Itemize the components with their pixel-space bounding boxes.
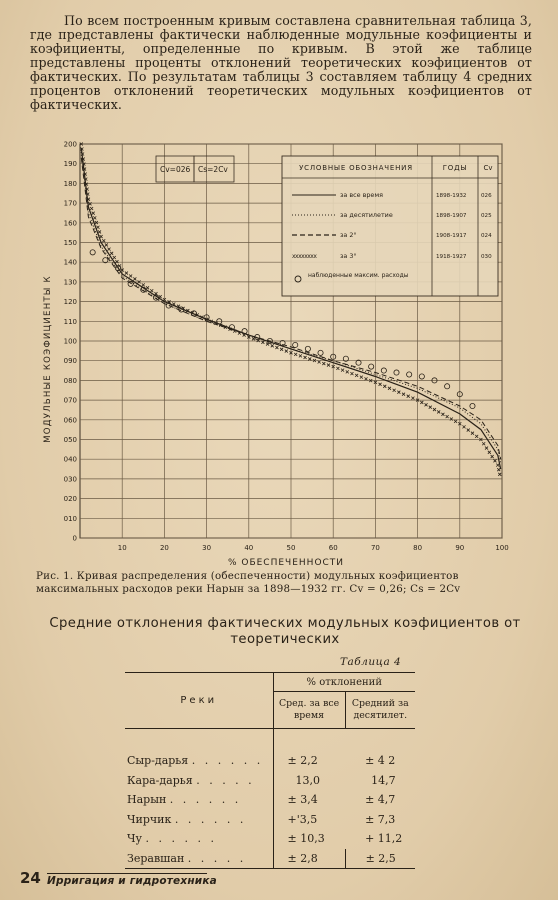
cross-mark	[420, 401, 423, 404]
x-tick-labels	[118, 544, 509, 552]
observed-point	[305, 346, 310, 351]
cv-label: Cv=026	[160, 165, 191, 174]
cross-mark	[346, 370, 349, 373]
cross-mark	[275, 346, 278, 349]
legend-row-years: 1918-1927	[436, 254, 467, 260]
cross-mark	[280, 348, 283, 351]
river-name: Зеравшан	[127, 851, 185, 865]
cross-mark	[493, 459, 496, 462]
cross-mark	[102, 239, 105, 242]
cross-mark	[125, 272, 128, 275]
x-tick-label: 30	[202, 544, 212, 552]
header-avg-decade: Средний за десятилет.	[345, 692, 415, 729]
table-row	[125, 810, 415, 830]
legend-row-years: 1898-1907	[436, 213, 467, 219]
river-name: Кара-дарья	[127, 773, 193, 787]
cross-mark	[397, 391, 400, 394]
cross-mark	[437, 410, 440, 413]
legend-row-years: 1898-1932	[436, 193, 467, 199]
cross-mark	[360, 376, 363, 379]
leader-dots: . . . . . .	[145, 832, 217, 846]
cross-mark	[488, 451, 491, 454]
leader-dots: . . . . . .	[191, 754, 264, 768]
cross-mark	[100, 235, 103, 238]
legend-row-cv: 030	[481, 254, 492, 260]
cross-mark	[285, 350, 288, 353]
y-tick-label: 180	[63, 179, 77, 188]
cross-mark	[271, 344, 274, 347]
y-tick-label: 200	[63, 140, 77, 149]
river-name: Сыр-дарья	[127, 754, 189, 768]
cross-mark	[407, 395, 410, 398]
page-number: 24	[20, 869, 41, 887]
cross-mark	[355, 374, 358, 377]
journal-title: Ирригация и гидротехника	[47, 875, 217, 887]
cross-mark	[294, 353, 297, 356]
river-name: Чирчик	[127, 812, 172, 826]
y-tick-label: 010	[63, 514, 77, 523]
y-tick-label: 050	[63, 436, 77, 444]
legend-row-label: наблюденные максим. расходы	[308, 272, 409, 279]
observed-point	[419, 374, 424, 379]
cross-mark	[93, 216, 96, 219]
cross-mark	[133, 277, 136, 280]
cross-mark	[485, 447, 488, 450]
cross-mark	[113, 256, 116, 259]
x-tick-label: 90	[455, 544, 465, 552]
value-all: ± 2,2	[287, 754, 318, 768]
legend-row-cv: 025	[481, 213, 492, 219]
legend-header-cv: Cv	[483, 164, 493, 172]
table-header-row	[125, 673, 415, 692]
table-label: Таблица 4	[340, 656, 402, 668]
intro-text: По всем построенным кривым составлена сравнительная таблица 3, где представлены фактически наблюденные модульные коэфициенты и коэфициенты, определенные по кривым. В этой же таблице представлены проценты отклонений теоретических коэфициентов от фактических. По результатам таблицы 3 составляем таблицу 4 средних процентов отклонений теоретических модульных коэфициентов от фактических.	[30, 13, 532, 112]
value-decade: ± 7,3	[365, 812, 396, 826]
cross-mark	[115, 260, 118, 263]
observed-point	[394, 370, 399, 375]
cross-mark	[498, 473, 501, 476]
table-row	[125, 790, 415, 810]
x-tick-label: 100	[495, 544, 509, 552]
x-axis-label: % ОБЕСПЕЧЕННОСТИ	[227, 558, 345, 568]
legend-swatch-crosses: xxxxxxxx	[292, 253, 317, 260]
cross-mark	[463, 425, 466, 428]
cv-box	[156, 156, 234, 182]
cross-mark	[96, 226, 99, 229]
y-tick-label: 0	[72, 534, 77, 543]
cross-mark	[411, 397, 414, 400]
legend-row-label: за 3°	[340, 252, 357, 260]
x-tick-label: 80	[413, 544, 423, 552]
observed-point	[293, 342, 298, 347]
cross-mark	[471, 432, 474, 435]
value-decade: ± 4,7	[365, 793, 396, 807]
cross-mark	[150, 289, 153, 292]
y-tick-label: 150	[63, 239, 77, 247]
legend-row-cv: 026	[481, 193, 492, 199]
leader-dots: . . . . .	[187, 851, 247, 865]
legend-row-label: за десятилетие	[340, 211, 393, 219]
cross-mark	[129, 274, 132, 277]
y-tick-label: 160	[63, 219, 77, 228]
observed-point	[318, 350, 323, 355]
cross-mark	[308, 357, 311, 360]
y-tick-label: 130	[63, 278, 77, 287]
cross-mark	[429, 406, 432, 409]
legend-header-years: ГОДЫ	[442, 164, 468, 172]
legend-row-cv: 024	[481, 233, 492, 239]
value-decade: ± 2,5	[345, 849, 415, 869]
x-tick-label: 10	[117, 544, 127, 552]
y-tick-label: 070	[63, 396, 77, 405]
cross-mark	[142, 283, 145, 286]
observed-point	[90, 250, 95, 255]
cross-mark	[322, 362, 325, 365]
cross-mark	[110, 252, 113, 255]
header-rivers: Реки	[125, 673, 273, 729]
value-decade: ± 4 2	[365, 754, 396, 768]
observed-point	[445, 384, 450, 389]
cross-mark	[350, 372, 353, 375]
table-row	[125, 849, 415, 869]
y-tick-label: 140	[63, 258, 77, 267]
cross-mark	[433, 408, 436, 411]
cross-mark	[304, 356, 307, 359]
cross-mark	[454, 420, 457, 423]
cross-mark	[105, 243, 108, 246]
value-all: ± 3,4	[287, 793, 318, 807]
observed-point	[381, 368, 386, 373]
y-tick-label: 040	[63, 455, 77, 464]
value-all: ± 10,3	[287, 832, 325, 846]
y-tick-label: 170	[63, 199, 77, 208]
cross-mark	[497, 468, 500, 471]
y-tick-labels	[64, 141, 77, 543]
y-tick-label: 020	[63, 495, 77, 504]
value-all: +'3,5	[287, 812, 318, 826]
legend-row-label: за 2°	[340, 231, 357, 239]
legend-row-label: за все время	[340, 191, 384, 199]
x-tick-label: 50	[286, 544, 296, 552]
x-tick-label: 60	[328, 544, 338, 552]
value-decade: + 11,2	[365, 832, 403, 846]
header-avg-all: Сред. за все время	[273, 692, 345, 729]
x-tick-label: 70	[370, 544, 380, 552]
header-pct: % отклонений	[273, 673, 415, 692]
y-tick-label: 100	[63, 337, 77, 346]
y-axis-label: МОДУЛЬНЫЕ КОЭФИЦИЕНТЫ К	[43, 275, 53, 443]
observed-point	[369, 364, 374, 369]
observed-point	[407, 372, 412, 377]
value-all: ± 2,8	[273, 849, 345, 869]
intro-paragraph	[30, 14, 532, 112]
y-tick-label: 190	[63, 160, 77, 169]
section-heading: Средние отклонения фактических модульных коэфициентов от теоретических	[49, 616, 521, 647]
table-row	[125, 771, 415, 791]
x-tick-label: 40	[244, 544, 254, 552]
footer-rule	[47, 873, 207, 874]
cross-mark	[299, 354, 302, 357]
table-row	[125, 751, 415, 771]
cross-mark	[159, 295, 162, 298]
value-decade: 14,7	[371, 773, 396, 787]
cross-mark	[98, 230, 101, 233]
cross-mark	[327, 364, 330, 367]
cross-mark	[341, 369, 344, 372]
cross-mark	[336, 367, 339, 370]
cross-mark	[491, 455, 494, 458]
legend-header-symbol: УСЛОВНЫЕ ОБОЗНАЧЕНИЯ	[299, 164, 413, 172]
y-tick-label: 030	[63, 475, 77, 484]
cross-mark	[146, 286, 149, 289]
y-tick-label: 110	[63, 317, 77, 326]
table-row	[125, 829, 415, 849]
cross-mark	[90, 207, 93, 210]
value-all: 13,0	[295, 773, 321, 787]
cross-mark	[467, 429, 470, 432]
x-tick-label: 20	[159, 544, 169, 552]
figure-caption: Рис. 1. Кривая распределения (обеспеченности) модульных коэфициентов максимальных расходов реки Нарын за 1898—1932 гг. Cv = 0,26; Cs = 2Cv	[36, 570, 461, 595]
cross-mark	[108, 248, 111, 251]
cross-mark	[482, 442, 485, 445]
chart	[36, 134, 522, 574]
cross-mark	[92, 212, 95, 215]
y-tick-label: 080	[63, 376, 77, 385]
chart-legend	[282, 156, 498, 296]
deviation-table	[125, 672, 415, 869]
leader-dots: . . . . . .	[169, 793, 242, 807]
cross-mark	[402, 393, 405, 396]
leader-dots: . . . . . .	[174, 812, 247, 826]
chart-svg	[36, 134, 522, 574]
leader-dots: . . . . .	[196, 773, 255, 787]
y-tick-label: 120	[63, 298, 77, 307]
legend-row-years: 1908-1917	[436, 233, 467, 239]
river-name: Чу	[127, 832, 142, 846]
cross-mark	[379, 383, 382, 386]
observed-point	[470, 403, 475, 408]
cross-mark	[383, 385, 386, 388]
cross-mark	[388, 387, 391, 390]
cross-mark	[475, 435, 478, 438]
river-name: Нарын	[127, 793, 167, 807]
cross-mark	[496, 464, 499, 467]
cross-mark	[365, 377, 368, 380]
cross-mark	[441, 413, 444, 416]
y-tick-label: 090	[63, 357, 77, 366]
cross-mark	[446, 415, 449, 418]
cross-mark	[393, 389, 396, 392]
cs-label: Cs=2Cv	[198, 165, 228, 174]
cross-mark	[425, 403, 428, 406]
y-tick-label: 060	[63, 416, 77, 425]
